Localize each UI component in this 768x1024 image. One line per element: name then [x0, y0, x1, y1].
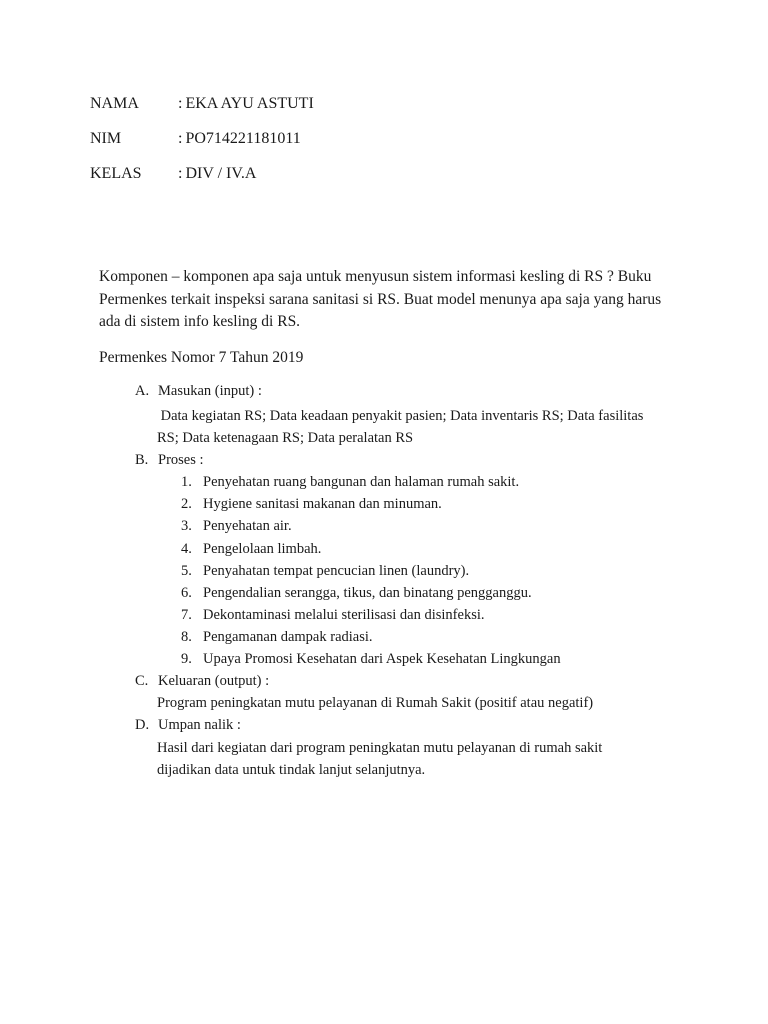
- question-text: Komponen – komponen apa saja untuk menyusun sistem informasi kesling di RS ? Buku Permenkes terkait inspeksi sarana sanitasi si RS. Buat model menunya apa saja yang harus ada di sistem info kesling di RS.: [99, 268, 662, 330]
- identity-value-nama: EKA AYU ASTUTI: [185, 95, 314, 112]
- list-item-number: 5.: [181, 563, 192, 579]
- list-item: Penyehatan ruang bangunan dan halaman rumah sakit.: [203, 474, 520, 490]
- section-body: Data kegiatan RS; Data keadaan penyakit pasien; Data inventaris RS; Data fasilitas RS; Data ketenagaan RS; Data peralatan RS: [157, 408, 648, 446]
- list-item: Upaya Promosi Kesehatan dari Aspek Kesehatan Lingkungan: [203, 651, 561, 667]
- identity-value-nim: PO714221181011: [185, 130, 301, 147]
- list-item-number: 3.: [181, 518, 192, 534]
- identity-row-kelas: [90, 164, 256, 184]
- list-item: Hygiene sanitasi makanan dan minuman.: [203, 496, 442, 512]
- list-item-number: 1.: [181, 474, 192, 490]
- list-item-number: 6.: [181, 585, 192, 601]
- list-item: Pengendalian serangga, tikus, dan binatang pengganggu.: [203, 585, 532, 601]
- section-letter: C.: [135, 673, 149, 689]
- section-letter: B.: [135, 452, 149, 468]
- section-title: Masukan (input) :: [158, 383, 262, 399]
- section-body: Program peningkatan mutu pelayanan di Rumah Sakit (positif atau negatif): [157, 695, 594, 711]
- list-item: Pengelolaan limbah.: [203, 541, 322, 557]
- identity-label: NAMA: [90, 95, 139, 112]
- regulation-reference: Permenkes Nomor 7 Tahun 2019: [99, 349, 304, 366]
- identity-separator: :: [178, 165, 183, 182]
- section-body: Hasil dari kegiatan dari program peningkatan mutu pelayanan di rumah sakit dijadikan data untuk tindak lanjut selanjutnya.: [157, 740, 603, 778]
- list-item: Penyehatan air.: [203, 518, 292, 534]
- list-item: Dekontaminasi melalui sterilisasi dan disinfeksi.: [203, 607, 485, 623]
- identity-label: KELAS: [90, 165, 142, 182]
- section-title: Keluaran (output) :: [158, 673, 270, 689]
- identity-label: NIM: [90, 130, 122, 147]
- assignment-question: [99, 266, 679, 334]
- section-title: Proses :: [158, 452, 204, 468]
- list-item-number: 7.: [181, 607, 192, 623]
- section-letter: D.: [135, 717, 150, 733]
- list-item-number: 4.: [181, 541, 192, 557]
- list-item-number: 8.: [181, 629, 192, 645]
- list-item-number: 2.: [181, 496, 192, 512]
- section-letter: A.: [135, 383, 150, 399]
- list-item: Penyahatan tempat pencucian linen (laundry).: [203, 563, 470, 579]
- identity-row-nim: [90, 129, 301, 149]
- list-item: Pengamanan dampak radiasi.: [203, 629, 373, 645]
- identity-value-kelas: DIV / IV.A: [185, 165, 257, 182]
- identity-separator: :: [178, 95, 183, 112]
- identity-row-nama: [90, 94, 314, 114]
- section-title: Umpan nalik :: [158, 717, 241, 733]
- list-item-number: 9.: [181, 651, 192, 667]
- identity-separator: :: [178, 130, 183, 147]
